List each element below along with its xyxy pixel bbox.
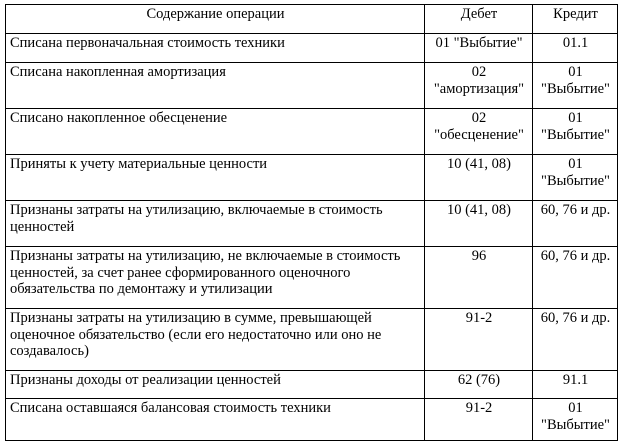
credit-cell: 60, 76 и др. — [533, 247, 618, 309]
operation-cell: Приняты к учету материальные ценности — [6, 155, 425, 201]
debit-cell: 62 (76) — [425, 371, 533, 399]
credit-cell: 91.1 — [533, 371, 618, 399]
operation-cell: Списана оставшаяся балансовая стоимость техники — [6, 399, 425, 441]
debit-cell: 02 "амортизация" — [425, 63, 533, 109]
credit-cell: 01 "Выбытие" — [533, 63, 618, 109]
credit-cell: 01.1 — [533, 34, 618, 63]
table-row — [6, 201, 618, 247]
operation-cell: Признаны затраты на утилизацию в сумме, превышающей оценочное обязательство (если его недостаточно или оно не создавалось) — [6, 309, 425, 371]
header-credit: Кредит — [533, 5, 618, 34]
credit-cell: 01 "Выбытие" — [533, 109, 618, 155]
table-row — [6, 63, 618, 109]
operation-cell: Признаны доходы от реализации ценностей — [6, 371, 425, 399]
debit-cell: 96 — [425, 247, 533, 309]
table-row — [6, 155, 618, 201]
accounting-entries-table — [5, 4, 618, 441]
header-operation: Содержание операции — [6, 5, 425, 34]
operation-cell: Списано накопленное обесценение — [6, 109, 425, 155]
debit-cell: 10 (41, 08) — [425, 201, 533, 247]
operation-cell: Списана накопленная амортизация — [6, 63, 425, 109]
table-row — [6, 399, 618, 441]
table-header-row — [6, 5, 618, 34]
table-row — [6, 309, 618, 371]
debit-cell: 91-2 — [425, 309, 533, 371]
credit-cell: 60, 76 и др. — [533, 309, 618, 371]
header-debit: Дебет — [425, 5, 533, 34]
table-row — [6, 247, 618, 309]
table-row — [6, 371, 618, 399]
debit-cell: 02 "обесценение" — [425, 109, 533, 155]
table-row — [6, 109, 618, 155]
debit-cell: 10 (41, 08) — [425, 155, 533, 201]
credit-cell: 60, 76 и др. — [533, 201, 618, 247]
credit-cell: 01 "Выбытие" — [533, 155, 618, 201]
operation-cell: Списана первоначальная стоимость техники — [6, 34, 425, 63]
debit-cell: 91-2 — [425, 399, 533, 441]
operation-cell: Признаны затраты на утилизацию, включаемые в стоимость ценностей — [6, 201, 425, 247]
credit-cell: 01 "Выбытие" — [533, 399, 618, 441]
table-row — [6, 34, 618, 63]
debit-cell: 01 "Выбытие" — [425, 34, 533, 63]
operation-cell: Признаны затраты на утилизацию, не включаемые в стоимость ценностей, за счет ранее сформированного оценочного обязательства по демонтажу и утилизации — [6, 247, 425, 309]
